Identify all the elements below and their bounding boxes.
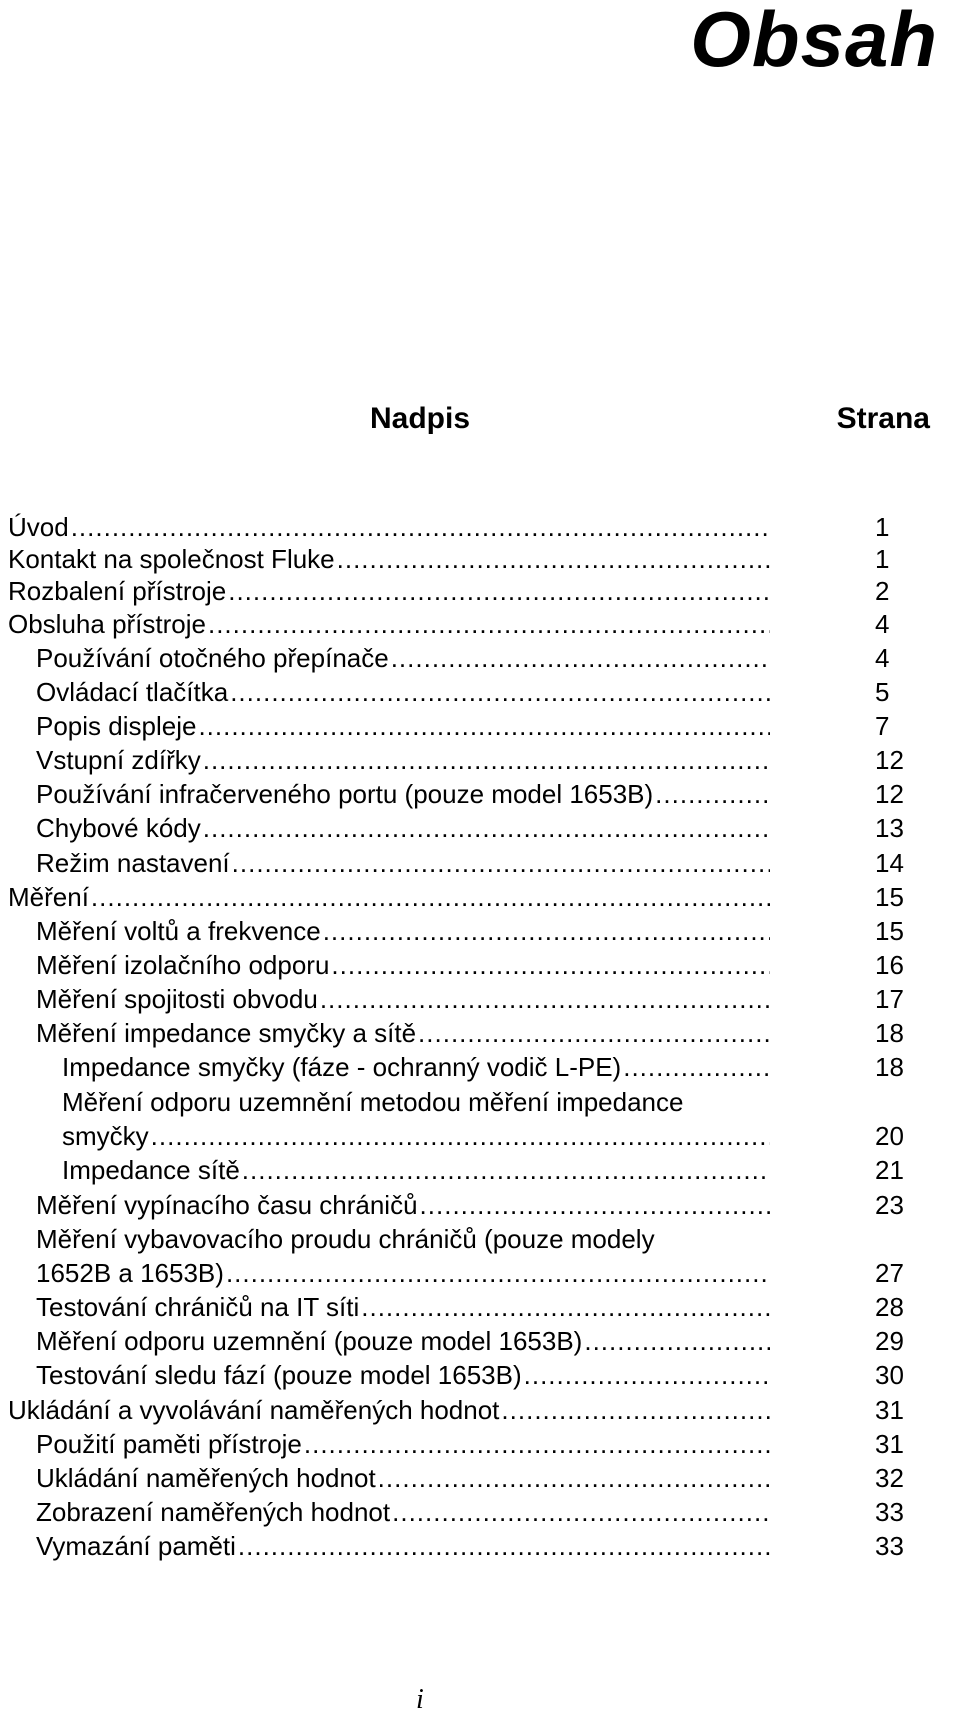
toc-entry[interactable]	[0, 1222, 960, 1256]
heading-column-label: Nadpis	[370, 402, 471, 435]
dot-leader	[203, 743, 770, 777]
dot-leader	[524, 1358, 770, 1392]
toc-entry-title: Ukládání naměřených hodnot	[36, 1463, 376, 1493]
toc-entry-title: Ovládací tlačítka	[36, 677, 229, 707]
toc-entry-page: 29	[875, 1326, 904, 1356]
toc-entry-page: 1	[875, 544, 890, 574]
toc-entry[interactable]	[0, 777, 960, 811]
toc-entry[interactable]	[0, 1461, 960, 1495]
toc-entry-page: 5	[875, 677, 890, 707]
dot-leader	[323, 914, 770, 948]
toc-entry-page: 15	[875, 882, 904, 912]
dot-leader	[584, 1324, 770, 1358]
toc-entry[interactable]	[0, 1188, 960, 1222]
dot-leader	[320, 982, 770, 1016]
toc-entry-title: Impedance smyčky (fáze - ochranný vodič L-PE)	[62, 1052, 622, 1082]
toc-entry[interactable]	[0, 1290, 960, 1324]
toc-entry[interactable]	[0, 641, 960, 675]
toc-entry-title: Testování sledu fází (pouze model 1653B)	[36, 1360, 522, 1390]
dot-leader	[238, 1529, 770, 1563]
toc-entry[interactable]	[0, 880, 960, 914]
toc-entry-title: Měření vybavovacího proudu chráničů (pouze modely	[36, 1224, 655, 1254]
toc-entry[interactable]	[0, 1085, 960, 1119]
toc-entry-title: Zobrazení naměřených hodnot	[36, 1497, 391, 1527]
dot-leader	[418, 1016, 770, 1050]
dot-leader	[378, 1461, 770, 1495]
toc-entry-title: Měření izolačního odporu	[36, 950, 330, 980]
toc-entry-title: 1652B a 1653B)	[36, 1258, 224, 1288]
toc-entry-title: Měření	[8, 882, 89, 912]
toc-entry-page: 33	[875, 1531, 904, 1561]
toc-entry-page: 18	[875, 1018, 904, 1048]
toc-entry[interactable]	[0, 948, 960, 982]
toc-entry[interactable]	[0, 1119, 960, 1153]
toc-entry[interactable]	[0, 542, 960, 576]
toc-entry[interactable]	[0, 811, 960, 845]
dot-leader	[361, 1290, 770, 1324]
dot-leader	[198, 709, 770, 743]
toc-entry-page: 16	[875, 950, 904, 980]
toc-entry[interactable]	[0, 1358, 960, 1392]
toc-entry[interactable]	[0, 1495, 960, 1529]
toc-entry-title: Testování chráničů na IT síti	[36, 1292, 360, 1322]
dot-leader	[420, 1188, 770, 1222]
toc-entry-title: Měření vypínacího času chráničů	[36, 1190, 418, 1220]
toc-entry-page: 1	[875, 512, 890, 542]
toc-entry-title: Měření spojitosti obvodu	[36, 984, 318, 1014]
dot-leader	[151, 1119, 770, 1153]
dot-leader	[91, 880, 770, 914]
toc-entry-page: 18	[875, 1052, 904, 1082]
toc-entry[interactable]	[0, 1050, 960, 1084]
toc-entry[interactable]	[0, 743, 960, 777]
toc-entry-page: 20	[875, 1121, 904, 1151]
dot-leader	[71, 510, 770, 544]
dot-leader	[203, 811, 770, 845]
dot-leader	[623, 1050, 770, 1084]
toc-entry-title: Vstupní zdířky	[36, 745, 201, 775]
toc-entry[interactable]	[0, 510, 960, 544]
dot-leader	[331, 948, 770, 982]
toc-entry-page: 2	[875, 576, 890, 606]
dot-leader	[226, 1256, 770, 1290]
dot-leader	[655, 777, 770, 811]
toc-entry[interactable]	[0, 982, 960, 1016]
toc-entry-page: 12	[875, 745, 904, 775]
dot-leader	[304, 1427, 770, 1461]
dot-leader	[208, 607, 770, 641]
dot-leader	[337, 542, 770, 576]
toc-entry[interactable]	[0, 607, 960, 641]
toc-entry-page: 27	[875, 1258, 904, 1288]
toc-entry-title: Měření odporu uzemnění metodou měření impedance	[62, 1087, 684, 1117]
dot-leader	[232, 846, 770, 880]
toc-entry-page: 7	[875, 711, 890, 741]
toc-entry-page: 4	[875, 643, 890, 673]
toc-entry[interactable]	[0, 1016, 960, 1050]
toc-entry-page: 32	[875, 1463, 904, 1493]
toc-entry-title: Kontakt na společnost Fluke	[8, 544, 335, 574]
toc-entry-page: 4	[875, 609, 890, 639]
toc-entry-title: Impedance sítě	[62, 1155, 240, 1185]
toc-entry-page: 15	[875, 916, 904, 946]
toc-entry-title: Vymazání paměti	[36, 1531, 236, 1561]
toc-entry[interactable]	[0, 1529, 960, 1563]
toc-entry[interactable]	[0, 675, 960, 709]
toc-entry-title: Popis displeje	[36, 711, 197, 741]
toc-entry-title: Měření odporu uzemnění (pouze model 1653B)	[36, 1326, 583, 1356]
document-title: Obsah	[690, 0, 938, 83]
dot-leader	[230, 675, 770, 709]
dot-leader	[392, 1495, 770, 1529]
toc-entry-title: Úvod	[8, 512, 69, 542]
toc-entry-page: 23	[875, 1190, 904, 1220]
toc-entry-title: smyčky	[62, 1121, 149, 1151]
toc-entry-page: 28	[875, 1292, 904, 1322]
toc-entry-page: 31	[875, 1395, 904, 1425]
toc-entry-title: Používání otočného přepínače	[36, 643, 389, 673]
dot-leader	[228, 574, 770, 608]
toc-entry-page: 33	[875, 1497, 904, 1527]
toc-entry-page: 17	[875, 984, 904, 1014]
toc-entry-page: 14	[875, 848, 904, 878]
toc-entry[interactable]	[0, 709, 960, 743]
toc-entry-page: 12	[875, 779, 904, 809]
toc-entry[interactable]	[0, 1153, 960, 1187]
dot-leader	[391, 641, 770, 675]
toc-entry-title: Režim nastavení	[36, 848, 230, 878]
toc-entry-title: Obsluha přístroje	[8, 609, 206, 639]
toc-entry-title: Používání infračerveného portu (pouze model 1653B)	[36, 779, 654, 809]
toc-entry[interactable]	[0, 1256, 960, 1290]
toc-entry-page: 13	[875, 813, 904, 843]
toc-entry-title: Měření voltů a frekvence	[36, 916, 321, 946]
toc-entry[interactable]	[0, 914, 960, 948]
toc-entry[interactable]	[0, 574, 960, 608]
toc-entry-title: Měření impedance smyčky a sítě	[36, 1018, 417, 1048]
toc-entry-title: Chybové kódy	[36, 813, 201, 843]
toc-entry-title: Rozbalení přístroje	[8, 576, 227, 606]
toc-entry-page: 30	[875, 1360, 904, 1390]
dot-leader	[501, 1393, 770, 1427]
toc-entry[interactable]	[0, 846, 960, 880]
page-number: i	[416, 1684, 424, 1715]
dot-leader	[242, 1153, 770, 1187]
toc-entry-page: 21	[875, 1155, 904, 1185]
toc-entry[interactable]	[0, 1324, 960, 1358]
toc-entry[interactable]	[0, 1427, 960, 1461]
toc-entry-title: Použití paměti přístroje	[36, 1429, 302, 1459]
toc-entry-title: Ukládání a vyvolávání naměřených hodnot	[8, 1395, 500, 1425]
toc-entry-page: 31	[875, 1429, 904, 1459]
page-column-label: Strana	[836, 402, 930, 435]
toc-entry[interactable]	[0, 1393, 960, 1427]
